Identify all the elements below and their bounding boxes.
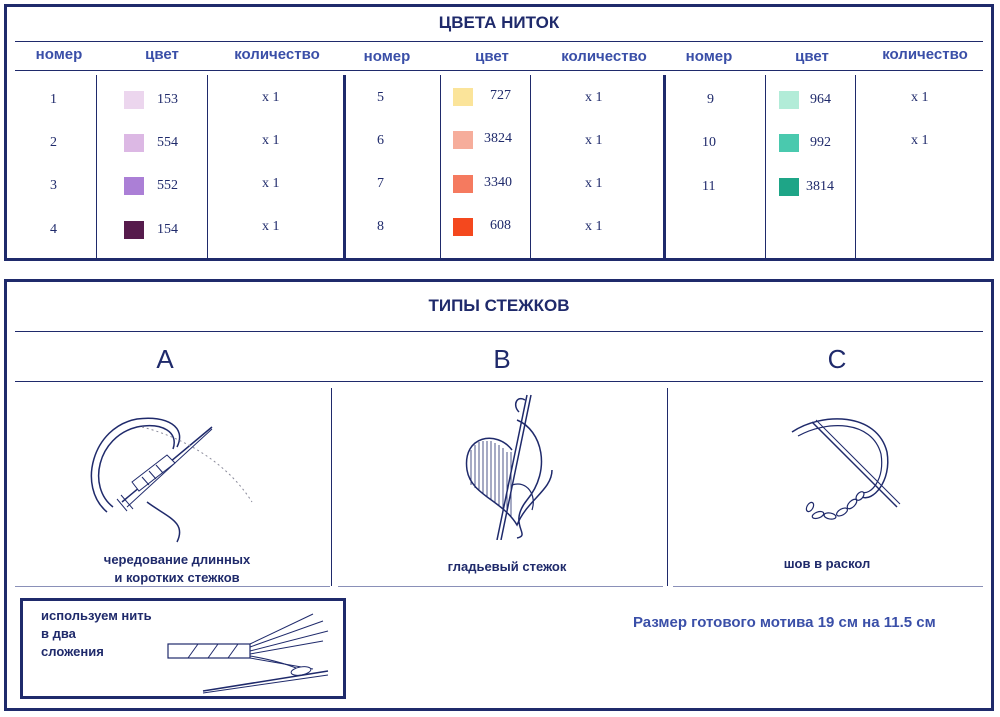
row-divider bbox=[673, 586, 983, 587]
thread-code: 554 bbox=[157, 135, 178, 150]
group-divider bbox=[663, 75, 666, 258]
thread-number: 5 bbox=[377, 90, 384, 105]
thread-number: 9 bbox=[707, 92, 714, 107]
header-color-1: цвет bbox=[145, 46, 179, 63]
letter-divider bbox=[15, 381, 983, 382]
header-color-3: цвет bbox=[795, 48, 829, 65]
color-swatch bbox=[453, 175, 473, 193]
column-divider bbox=[207, 75, 208, 258]
thread-code: 727 bbox=[490, 88, 511, 103]
double-thread-illustration bbox=[163, 609, 343, 697]
thread-quantity: x 1 bbox=[585, 90, 603, 105]
thread-number: 6 bbox=[377, 133, 384, 148]
header-quantity-3: количество bbox=[882, 46, 968, 63]
thread-number: 1 bbox=[50, 92, 57, 107]
color-swatch bbox=[124, 91, 144, 109]
color-swatch bbox=[124, 221, 144, 239]
stitch-a-caption-line1: чередование длинных bbox=[103, 552, 251, 567]
thread-note-line1: используем нить bbox=[41, 608, 152, 623]
column-divider bbox=[855, 75, 856, 258]
thread-note-line2: в два bbox=[41, 626, 76, 641]
column-divider bbox=[765, 75, 766, 258]
stitch-letter-c: C bbox=[827, 344, 847, 374]
thread-number: 8 bbox=[377, 219, 384, 234]
stitch-letter-a: A bbox=[156, 344, 174, 374]
thread-quantity: x 1 bbox=[262, 219, 280, 234]
header-quantity-2: количество bbox=[561, 48, 647, 65]
stitch-a-illustration bbox=[87, 407, 267, 547]
thread-code: 154 bbox=[157, 222, 178, 237]
finished-size-note: Размер готового мотива 19 см на 11.5 см bbox=[633, 614, 936, 631]
thread-quantity: x 1 bbox=[262, 176, 280, 191]
stitch-types-title: ТИПЫ СТЕЖКОВ bbox=[428, 296, 570, 315]
column-divider bbox=[440, 75, 441, 258]
title-divider bbox=[15, 331, 983, 332]
header-color-2: цвет bbox=[475, 48, 509, 65]
group-divider bbox=[343, 75, 346, 258]
color-swatch bbox=[779, 134, 799, 152]
thread-quantity: x 1 bbox=[585, 219, 603, 234]
thread-note-line3: сложения bbox=[41, 644, 104, 659]
thread-code: 3824 bbox=[484, 131, 512, 146]
stitch-b-illustration bbox=[457, 390, 567, 540]
thread-code: 3340 bbox=[484, 175, 512, 190]
thread-code: 3814 bbox=[806, 179, 834, 194]
thread-quantity: x 1 bbox=[585, 176, 603, 191]
thread-colors-title: ЦВЕТА НИТОК bbox=[438, 13, 560, 32]
stitch-a-caption-line2: и коротких стежков bbox=[114, 570, 240, 585]
stitch-letter-b: B bbox=[493, 344, 511, 374]
thread-quantity: x 1 bbox=[262, 133, 280, 148]
column-divider bbox=[96, 75, 97, 258]
column-divider bbox=[331, 388, 332, 586]
header-number-3: номер bbox=[685, 48, 733, 65]
thread-number: 10 bbox=[702, 135, 716, 150]
column-divider bbox=[530, 75, 531, 258]
thread-number: 7 bbox=[377, 176, 384, 191]
thread-code: 608 bbox=[490, 218, 511, 233]
stitch-types-panel bbox=[4, 279, 994, 711]
header-number-2: номер bbox=[363, 48, 411, 65]
thread-colors-panel bbox=[4, 4, 994, 261]
double-thread-box bbox=[20, 598, 346, 699]
color-swatch bbox=[779, 178, 799, 196]
row-divider bbox=[338, 586, 663, 587]
color-swatch bbox=[453, 218, 473, 236]
column-divider bbox=[667, 388, 668, 586]
thread-number: 4 bbox=[50, 222, 57, 237]
thread-number: 3 bbox=[50, 178, 57, 193]
header-divider bbox=[15, 70, 983, 71]
color-swatch bbox=[124, 177, 144, 195]
header-quantity-1: количество bbox=[234, 46, 320, 63]
color-swatch bbox=[779, 91, 799, 109]
thread-quantity: x 1 bbox=[262, 90, 280, 105]
color-swatch bbox=[453, 88, 473, 106]
stitch-c-caption: шов в раскол bbox=[783, 556, 871, 571]
stitch-b-caption: гладьевый стежок bbox=[447, 559, 567, 574]
thread-quantity: x 1 bbox=[911, 133, 929, 148]
thread-code: 992 bbox=[810, 135, 831, 150]
header-number-1: номер bbox=[35, 46, 83, 63]
color-swatch bbox=[453, 131, 473, 149]
thread-code: 153 bbox=[157, 92, 178, 107]
color-swatch bbox=[124, 134, 144, 152]
thread-quantity: x 1 bbox=[911, 90, 929, 105]
thread-code: 964 bbox=[810, 92, 831, 107]
stitch-c-illustration bbox=[782, 412, 912, 532]
thread-code: 552 bbox=[157, 178, 178, 193]
title-divider bbox=[15, 41, 983, 42]
thread-number: 2 bbox=[50, 135, 57, 150]
thread-quantity: x 1 bbox=[585, 133, 603, 148]
thread-number: 11 bbox=[702, 179, 716, 194]
